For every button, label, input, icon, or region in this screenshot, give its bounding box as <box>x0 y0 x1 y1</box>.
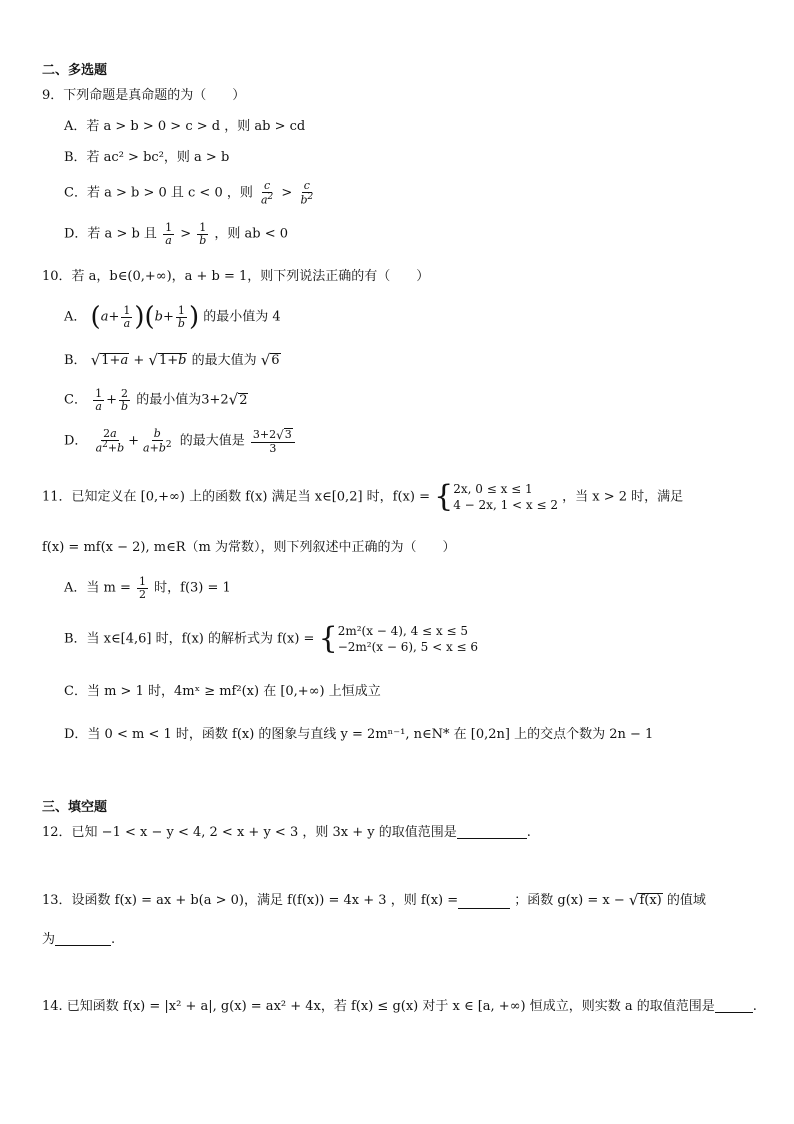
question-10-option-d-text: 的最大值是 <box>179 433 245 449</box>
fraction: $\frac{1}{a}$ <box>95 387 103 413</box>
question-9-option-b: B．若 ac² > bc²，则 a > b <box>64 150 230 165</box>
fraction: $\frac{1}{b}$ <box>199 221 207 247</box>
case: 4 − 2x, 1 < x ≤ 2 <box>453 498 558 513</box>
question-14-text: 14. 已知函数 f(x) = |x² + a|, g(x) = ax² + 4x，若 f(x) ≤ g(x) 对于 x ∈ [a, +∞) 恒成立，则实数 a 的取值范围是 <box>42 999 715 1014</box>
question-9-option-c-text: C．若 a > b > 0 且 c < 0 ，则 <box>64 185 253 201</box>
fraction: $\frac{1}{b}$ <box>177 303 185 330</box>
question-10-option-c: C． $\frac{1}{a}$ + $\frac{2}{b}$ 的最小值为3+2√2 <box>64 387 248 413</box>
question-9-option-d: D．若 a > b 且 $\frac{1}{a}$ > $\frac{1}{b}$ ，则 ab < 0 <box>64 221 289 247</box>
answer-blank[interactable] <box>55 933 111 946</box>
question-11-option-b-text: B．当 x∈[4,6] 时，f(x) 的解析式为 f(x) = <box>64 631 315 647</box>
question-12-text: 12．已知 −1 < x − y < 4, 2 < x + y < 3 ，则 3x + y 的取值范围是 <box>42 825 457 840</box>
question-14 <box>42 1000 757 1013</box>
question-10-option-b: B． √1+a + √1+b 的最大值为 √6 <box>64 351 280 369</box>
question-12 <box>42 826 531 839</box>
piecewise-cases <box>338 623 478 655</box>
answer-blank[interactable] <box>457 826 527 839</box>
period: . <box>526 825 531 840</box>
question-13-text-mid: ；函数 g(x) = x − <box>514 893 625 908</box>
answer-blank[interactable] <box>458 896 510 909</box>
period: . <box>752 999 757 1014</box>
fraction: $\frac{b}{a+b^2}$ <box>143 427 172 455</box>
sqrt-argument: f(x) <box>639 893 662 908</box>
question-9-option-d-text: D．若 a > b 且 <box>64 226 157 242</box>
question-10-option-c-text: 的最小值为 <box>136 392 202 408</box>
fraction: $\frac{2a}{a^2+b}$ <box>95 427 125 455</box>
option-label: A． <box>64 309 87 325</box>
question-11-stem-line2: f(x) = mf(x − 2), m∈R（m 为常数），则下列叙述中正确的为（ ） <box>42 540 456 555</box>
question-10-stem: 10．若 a，b∈(0,+∞)，a + b = 1，则下列说法正确的有（ ） <box>42 269 430 284</box>
question-13: 13．设函数 f(x) = ax + b(a > 0)，满足 f(f(x)) = 4x + 3 ，则 f(x) = ；函数 g(x) = x − √f(x) 的值域 <box>42 891 706 909</box>
fraction: $\frac{c}{b^2}$ <box>300 179 314 207</box>
question-13-line2-text: 为 <box>42 932 56 947</box>
fraction: $\frac{c}{a^2}$ <box>260 179 274 207</box>
case: −2m²(x − 6), 5 < x ≤ 6 <box>337 640 479 655</box>
option-label: B． <box>64 353 87 368</box>
fraction: $\frac{1}{2}$ <box>139 575 147 601</box>
question-13-text: 13．设函数 f(x) = ax + b(a > 0)，满足 f(f(x)) = 4x + 3 ，则 f(x) = <box>42 893 459 908</box>
case: 2x, 0 ≤ x ≤ 1 <box>453 482 533 496</box>
question-10-option-a-text: 的最小值为 4 <box>203 309 281 325</box>
question-11-stem-text: 11．已知定义在 [0,+∞) 上的函数 f(x) 满足当 x∈[0,2] 时，f(x) = <box>42 489 430 505</box>
question-11-option-a-text: A．当 m = <box>64 580 131 596</box>
fraction: $\frac{3+2√3}{3}$ <box>251 428 295 454</box>
answer-blank[interactable] <box>715 1000 753 1013</box>
question-10-option-d: D． $\frac{2a}{a^2+b}$ + $\frac{b}{a+b^2}$ 的最大值是 $\frac{3+2√3}{3}$ <box>64 428 297 454</box>
question-9-option-c: C．若 a > b > 0 且 c < 0 ，则 $\frac{c}{a^2}$ > $\frac{c}{b^2}$ <box>64 179 314 207</box>
case: 2m²(x − 4), 4 ≤ x ≤ 5 <box>337 624 469 638</box>
piecewise-cases <box>453 481 558 513</box>
question-9-stem: 9．下列命题是真命题的为（ ） <box>42 88 246 103</box>
question-9-option-d-text-end: ，则 ab < 0 <box>214 226 289 242</box>
question-10-option-b-text: 的最大值为 <box>191 353 257 368</box>
fraction: $\frac{1}{a}$ <box>123 303 131 330</box>
section-heading-multiple-choice: 二、多选题 <box>42 63 108 78</box>
fraction: $\frac{1}{a}$ <box>165 221 173 247</box>
question-11-stem-text-end: ，当 x > 2 时，满足 <box>562 489 684 505</box>
question-11-option-b: B．当 x∈[4,6] 时，f(x) 的解析式为 f(x) = { 2m²(x − 4), 4 ≤ x ≤ 5 −2m²(x − 6), 5 < x ≤ 6 <box>64 621 479 657</box>
section-heading-fill-in: 三、填空题 <box>42 800 108 815</box>
question-13-text-end: 的值域 <box>666 893 706 908</box>
question-10-option-a: A． (a+ $\frac{1}{a}$ )(b+ $\frac{1}{b}$ ) 的最小值为 4 <box>64 302 281 332</box>
period: . <box>111 932 116 947</box>
question-11-option-c: C．当 m > 1 时，4mˣ ≥ mf²(x) 在 [0,+∞) 上恒成立 <box>64 684 381 699</box>
question-13-line2 <box>42 933 115 946</box>
option-label: D． <box>64 433 88 449</box>
question-9-option-a: A．若 a > b > 0 > c > d ，则 ab > cd <box>64 119 306 134</box>
fraction: $\frac{2}{b}$ <box>121 387 129 413</box>
option-label: C． <box>64 392 87 408</box>
value: 3+2 <box>201 392 229 408</box>
question-11-option-d: D．当 0 < m < 1 时，函数 f(x) 的图象与直线 y = 2mⁿ⁻¹, n∈N* 在 [0,2n] 上的交点个数为 2n − 1 <box>64 727 654 742</box>
question-11-stem: 11．已知定义在 [0,+∞) 上的函数 f(x) 满足当 x∈[0,2] 时，f(x) = { 2x, 0 ≤ x ≤ 1 4 − 2x, 1 < x ≤ 2 ，当 x > 2 时，满足 <box>42 479 684 515</box>
question-11-option-a <box>64 576 231 600</box>
question-11-option-a-text-end: 时，f(3) = 1 <box>154 580 231 596</box>
